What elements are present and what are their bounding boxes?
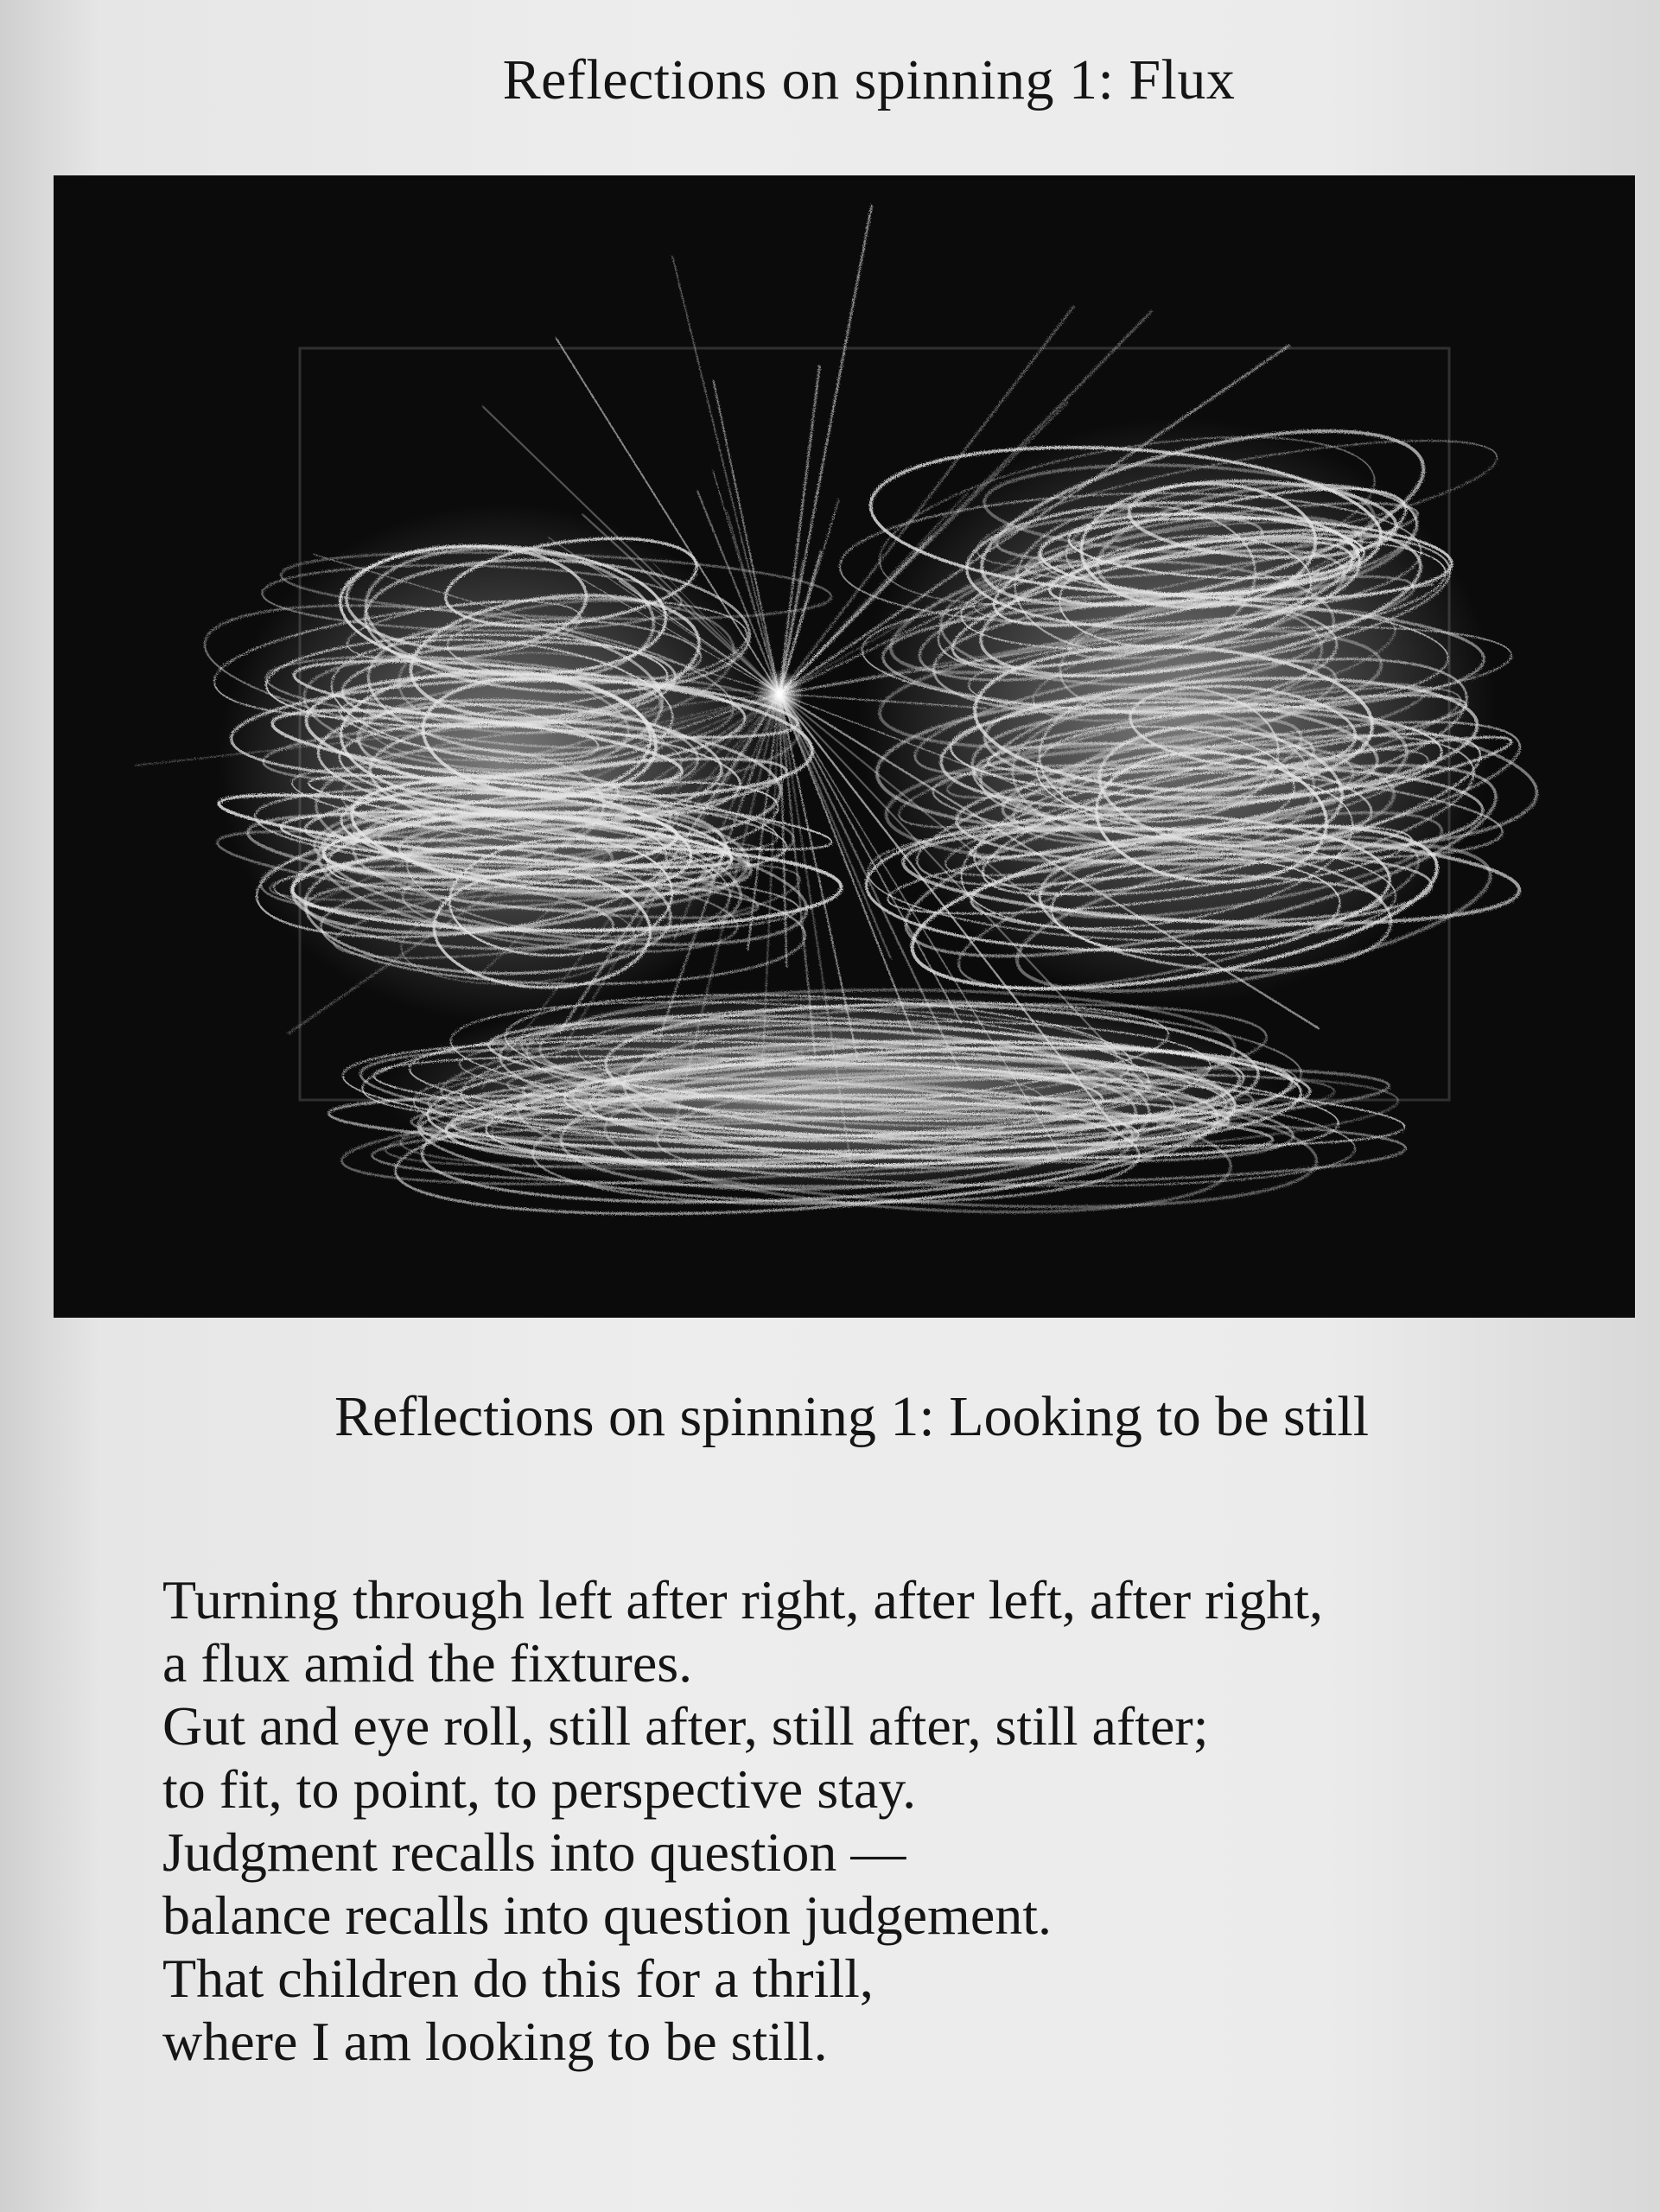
poem-line: That children do this for a thrill, [162,1948,874,2009]
poem-line: Gut and eye roll, still after, still after, still after; [162,1695,1209,1757]
poem-line: to fit, to point, to perspective stay. [162,1758,917,1820]
poem-line: Judgment recalls into question — [162,1821,906,1883]
poem-line: where I am looking to be still. [162,2011,828,2072]
chalk-scribble-icon [54,175,1635,1318]
poem-body [162,1568,1562,2073]
poem-line: a flux amid the fixtures. [162,1632,693,1694]
poem-line: Turning through left after right, after left, after right, [162,1569,1323,1630]
chalk-artwork [54,175,1635,1318]
poem-line: balance recalls into question judgement. [162,1885,1052,1946]
figure-title: Reflections on spinning 1: Flux [502,48,1236,111]
poem-title: Reflections on spinning 1: Looking to be still [334,1385,1370,1448]
